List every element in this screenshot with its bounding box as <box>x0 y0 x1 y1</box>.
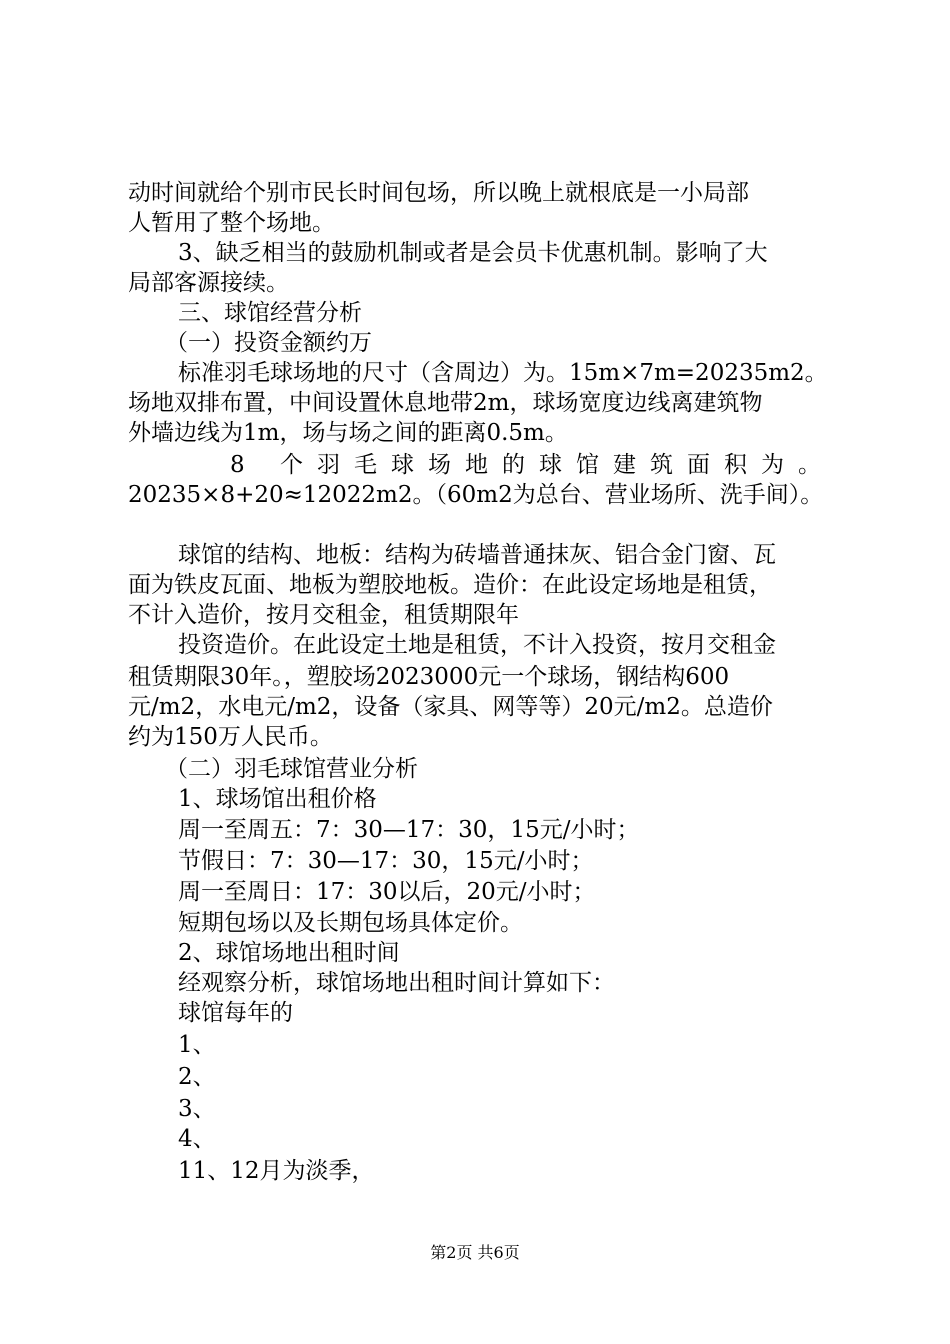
paragraph-line: 经观察分析，球馆场地出租时间计算如下： <box>178 970 615 996</box>
paragraph-line: 动时间就给个别市民长时间包场，所以晚上就根底是一小局部 <box>128 180 749 206</box>
paragraph-line: 不计入造价，按月交租金，租赁期限年 <box>128 602 519 628</box>
section-heading: 三、球馆经营分析 <box>178 300 362 326</box>
paragraph-line: 球馆每年的 <box>178 1000 293 1026</box>
paragraph-line: 球馆的结构、地板：结构为砖墙普通抹灰、铝合金门窗、瓦 <box>178 542 776 568</box>
subsection-heading: （一）投资金额约万 <box>165 330 372 356</box>
paragraph-line: 人暂用了整个场地。 <box>128 210 335 236</box>
page-number-footer: 第2页 共6页 <box>430 1243 520 1262</box>
list-item: 3、 <box>178 1096 216 1122</box>
paragraph-line: 约为150万人民币。 <box>128 724 333 750</box>
paragraph-line: 20235×8+20≈12022m2。（60m2为总台、营业场所、洗手间）。 <box>128 482 824 508</box>
paragraph-line: 周一至周日：17：30以后，20元/小时； <box>178 879 596 905</box>
paragraph-line: 周一至周五：7：30—17：30，15元/小时； <box>178 817 640 843</box>
paragraph-line: 11、12月为淡季， <box>178 1158 375 1184</box>
paragraph-line: 标准羽毛球场地的尺寸（含周边）为。15m×7m=20235m2。 <box>178 360 828 386</box>
paragraph-line: 面为铁皮瓦面、地板为塑胶地板。造价：在此设定场地是租赁， <box>128 572 772 598</box>
paragraph-line: 2、球馆场地出租时间 <box>178 940 400 966</box>
paragraph-line: 场地双排布置，中间设置休息地带2m，球场宽度边线离建筑物 <box>128 390 763 416</box>
list-item: 2、 <box>178 1064 216 1090</box>
paragraph-line: 1、球场馆出租价格 <box>178 786 377 812</box>
paragraph-line: 节假日：7：30—17：30，15元/小时； <box>178 848 594 874</box>
list-item: 1、 <box>178 1032 216 1058</box>
paragraph-line: 投资造价。在此设定土地是租赁，不计入投资，按月交租金 <box>178 632 776 658</box>
paragraph-line: 8 个羽毛球场地的球馆建筑面积为。 <box>230 452 835 478</box>
paragraph-line: 3、缺乏相当的鼓励机制或者是会员卡优惠机制。影响了大 <box>178 240 768 266</box>
paragraph-line: 短期包场以及长期包场具体定价。 <box>178 910 523 936</box>
subsection-heading: （二）羽毛球馆营业分析 <box>165 756 418 782</box>
paragraph-line: 租赁期限30年。，塑胶场2023000元一个球场，钢结构600 <box>128 664 730 690</box>
paragraph-line: 局部客源接续。 <box>128 270 289 296</box>
list-item: 4、 <box>178 1126 216 1152</box>
paragraph-line: 元/m2，水电元/m2，设备（家具、网等等）20元/m2。总造价 <box>128 694 773 720</box>
paragraph-line: 外墙边线为1m，场与场之间的距离0.5m。 <box>128 420 568 446</box>
